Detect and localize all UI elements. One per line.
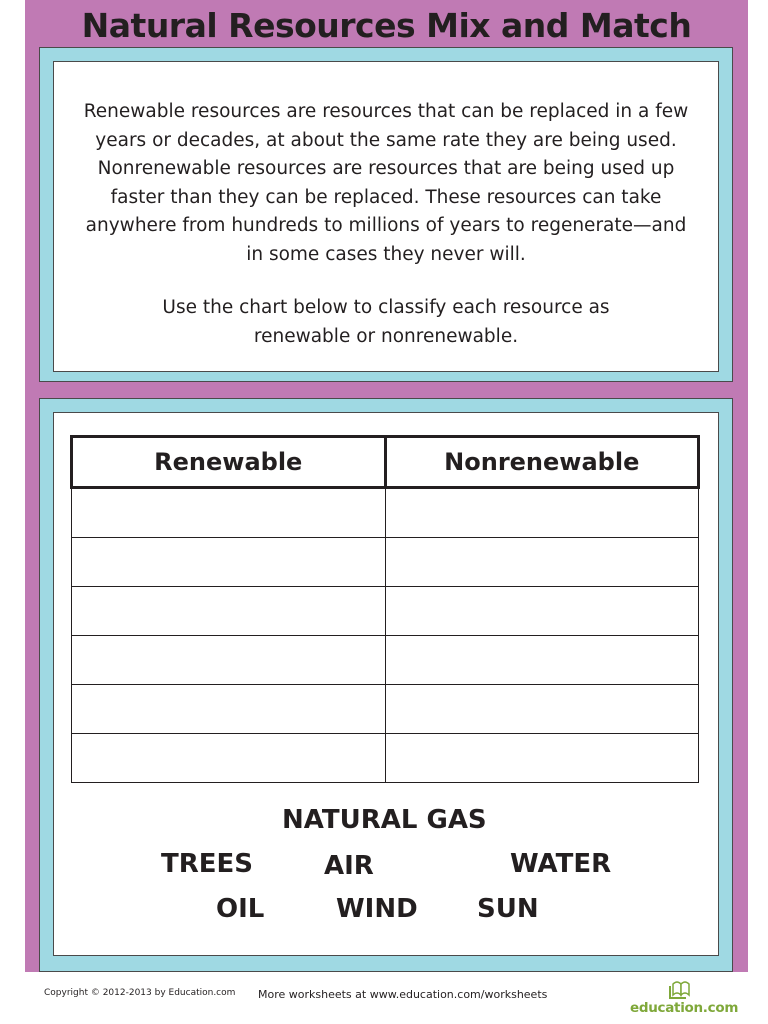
word-natural-gas: NATURAL GAS bbox=[282, 805, 487, 835]
intro-panel-inner bbox=[53, 61, 719, 372]
activity-panel-inner bbox=[53, 412, 719, 956]
renewable-column-header: Renewable bbox=[72, 437, 386, 488]
instruction-text bbox=[68, 294, 704, 351]
word-sun: SUN bbox=[477, 894, 539, 924]
instruction-line: renewable or nonrenewable. bbox=[253, 325, 519, 347]
book-icon bbox=[630, 978, 730, 1002]
intro-panel bbox=[39, 47, 733, 382]
word-oil: OIL bbox=[216, 894, 265, 924]
word-water: WATER bbox=[510, 849, 612, 879]
copyright-notice: Copyright © 2012-2013 by Education.com bbox=[44, 988, 236, 998]
word-trees: TREES bbox=[161, 849, 254, 879]
logo-wordmark: education.com bbox=[630, 1000, 739, 1016]
word-air: AIR bbox=[324, 851, 374, 881]
activity-panel bbox=[39, 398, 733, 972]
nonrenewable-column-header: Nonrenewable bbox=[385, 437, 699, 488]
intro-line: Renewable resources are resources that can be replaced in a few bbox=[83, 101, 689, 122]
intro-line: anywhere from hundreds to millions of years to regenerate—and bbox=[85, 215, 687, 236]
intro-line: in some cases they never will. bbox=[246, 243, 526, 265]
word-bank bbox=[54, 413, 720, 957]
education-logo bbox=[630, 978, 739, 1018]
intro-text bbox=[68, 98, 704, 269]
instruction-line: Use the chart below to classify each resource as bbox=[162, 297, 610, 318]
more-worksheets-link[interactable]: More worksheets at www.education.com/worksheets bbox=[258, 988, 548, 1001]
worksheet-frame bbox=[25, 0, 748, 972]
worksheet-title: Natural Resources Mix and Match bbox=[81, 6, 692, 45]
intro-line: years or decades, at about the same rate they are being used. bbox=[95, 129, 677, 151]
intro-line: faster than they can be replaced. These resources can take bbox=[110, 186, 662, 208]
intro-line: Nonrenewable resources are resources that are being used up bbox=[97, 158, 675, 179]
word-wind: WIND bbox=[336, 894, 418, 924]
